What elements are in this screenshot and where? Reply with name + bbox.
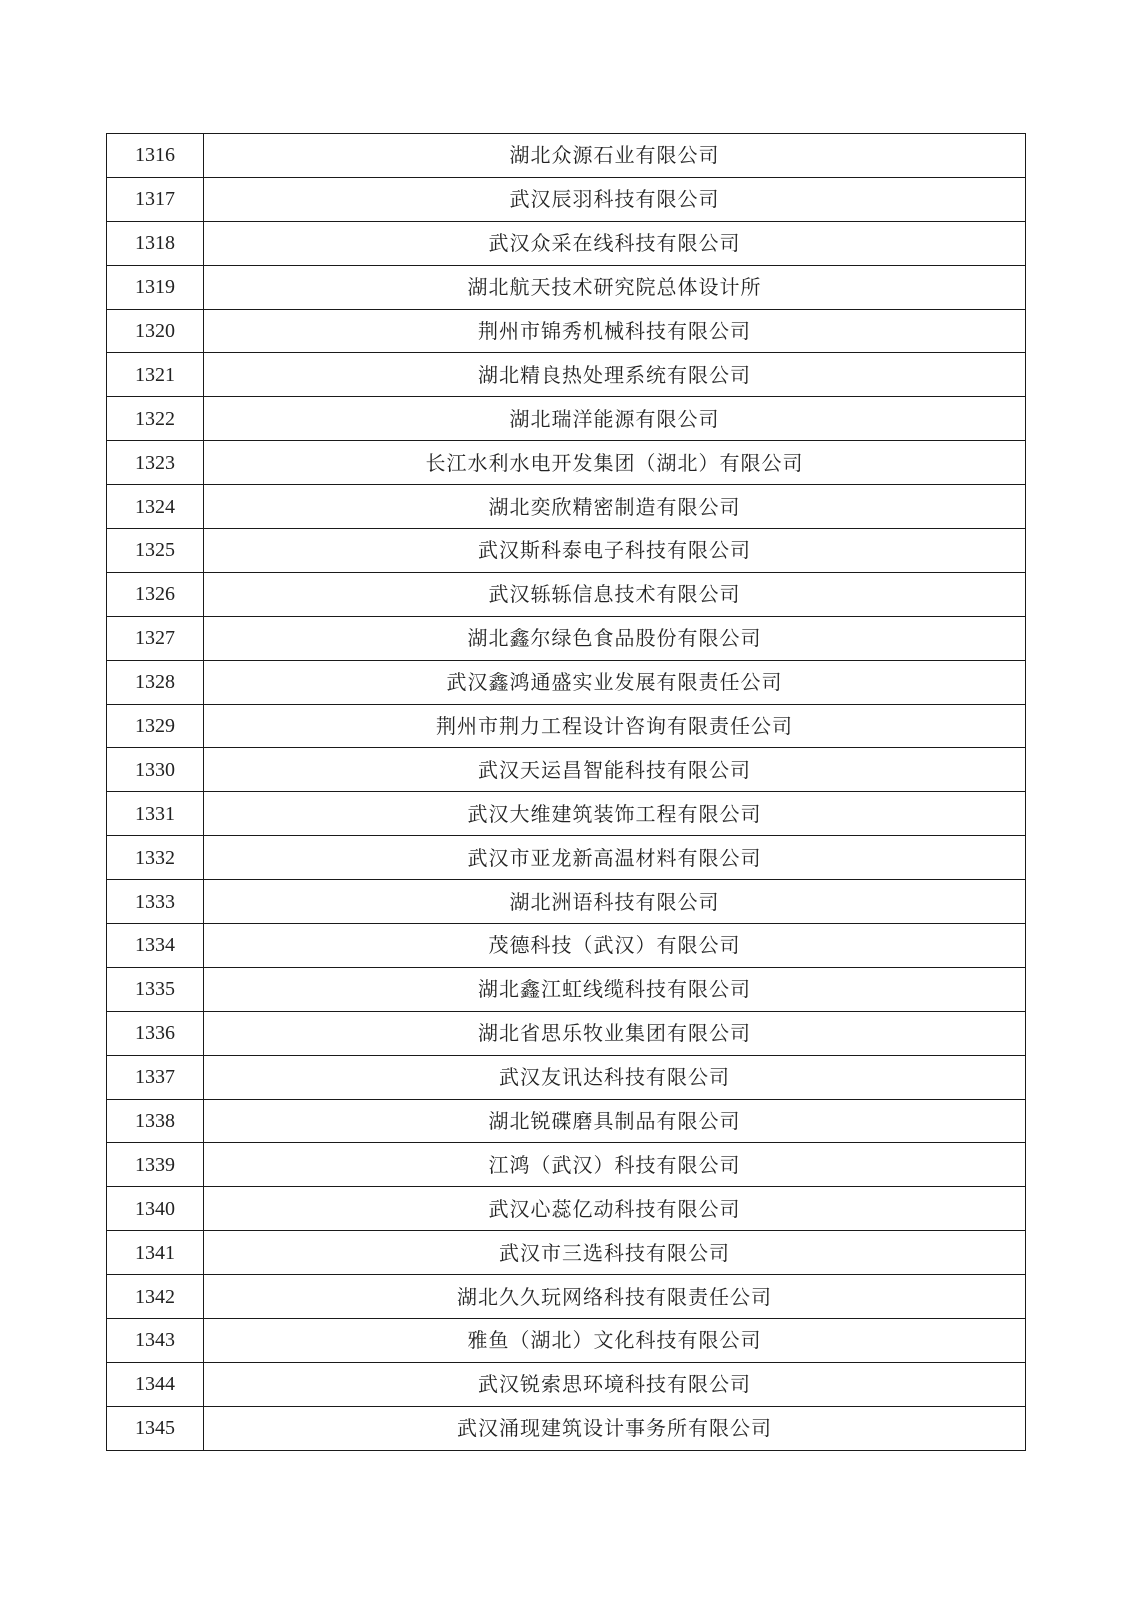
company-name: 茂德科技（武汉）有限公司 (204, 924, 1026, 968)
company-name: 武汉辰羽科技有限公司 (204, 177, 1026, 221)
company-name: 武汉斯科泰电子科技有限公司 (204, 529, 1026, 573)
company-name: 武汉天运昌智能科技有限公司 (204, 748, 1026, 792)
row-number: 1345 (107, 1406, 204, 1450)
company-name: 湖北精良热处理系统有限公司 (204, 353, 1026, 397)
company-name: 湖北洲语科技有限公司 (204, 880, 1026, 924)
row-number: 1320 (107, 309, 204, 353)
company-name: 湖北省思乐牧业集团有限公司 (204, 1011, 1026, 1055)
company-name: 湖北鑫江虹线缆科技有限公司 (204, 967, 1026, 1011)
row-number: 1339 (107, 1143, 204, 1187)
company-name: 雅鱼（湖北）文化科技有限公司 (204, 1319, 1026, 1363)
company-name: 武汉大维建筑装饰工程有限公司 (204, 792, 1026, 836)
table-row (107, 1319, 1026, 1363)
row-number: 1333 (107, 880, 204, 924)
company-list-table (106, 133, 1026, 1451)
table-row (107, 967, 1026, 1011)
row-number: 1342 (107, 1275, 204, 1319)
company-name: 武汉友讯达科技有限公司 (204, 1055, 1026, 1099)
table-body (107, 134, 1026, 1451)
company-name: 武汉锐索思环境科技有限公司 (204, 1362, 1026, 1406)
table-row (107, 1055, 1026, 1099)
row-number: 1328 (107, 660, 204, 704)
row-number: 1322 (107, 397, 204, 441)
row-number: 1329 (107, 704, 204, 748)
company-name: 武汉市三选科技有限公司 (204, 1231, 1026, 1275)
company-name: 江鸿（武汉）科技有限公司 (204, 1143, 1026, 1187)
row-number: 1332 (107, 836, 204, 880)
row-number: 1335 (107, 967, 204, 1011)
row-number: 1344 (107, 1362, 204, 1406)
table-row (107, 134, 1026, 178)
table-row (107, 1011, 1026, 1055)
row-number: 1338 (107, 1099, 204, 1143)
company-name: 武汉市亚龙新高温材料有限公司 (204, 836, 1026, 880)
company-name: 武汉众采在线科技有限公司 (204, 221, 1026, 265)
table-row (107, 441, 1026, 485)
row-number: 1331 (107, 792, 204, 836)
row-number: 1317 (107, 177, 204, 221)
table-row (107, 1231, 1026, 1275)
table-row (107, 1143, 1026, 1187)
company-name: 长江水利水电开发集团（湖北）有限公司 (204, 441, 1026, 485)
company-name: 湖北锐碟磨具制品有限公司 (204, 1099, 1026, 1143)
row-number: 1337 (107, 1055, 204, 1099)
row-number: 1318 (107, 221, 204, 265)
table-row (107, 1406, 1026, 1450)
row-number: 1336 (107, 1011, 204, 1055)
company-name: 荆州市荆力工程设计咨询有限责任公司 (204, 704, 1026, 748)
company-name: 武汉鑫鸿通盛实业发展有限责任公司 (204, 660, 1026, 704)
table-row (107, 748, 1026, 792)
table-row (107, 353, 1026, 397)
table-row (107, 485, 1026, 529)
table-row (107, 221, 1026, 265)
table-row (107, 265, 1026, 309)
table-row (107, 660, 1026, 704)
company-name: 武汉轹轹信息技术有限公司 (204, 572, 1026, 616)
table-row (107, 177, 1026, 221)
table-row (107, 529, 1026, 573)
row-number: 1330 (107, 748, 204, 792)
table-row (107, 704, 1026, 748)
table-row (107, 616, 1026, 660)
row-number: 1319 (107, 265, 204, 309)
row-number: 1316 (107, 134, 204, 178)
row-number: 1324 (107, 485, 204, 529)
table-row (107, 836, 1026, 880)
company-name: 武汉涌现建筑设计事务所有限公司 (204, 1406, 1026, 1450)
company-name: 湖北久久玩网络科技有限责任公司 (204, 1275, 1026, 1319)
row-number: 1326 (107, 572, 204, 616)
row-number: 1325 (107, 529, 204, 573)
table-row (107, 792, 1026, 836)
row-number: 1321 (107, 353, 204, 397)
table-row (107, 1187, 1026, 1231)
company-name: 武汉心蕊亿动科技有限公司 (204, 1187, 1026, 1231)
table-row (107, 1275, 1026, 1319)
table-row (107, 924, 1026, 968)
row-number: 1334 (107, 924, 204, 968)
row-number: 1327 (107, 616, 204, 660)
company-name: 荆州市锦秀机械科技有限公司 (204, 309, 1026, 353)
row-number: 1340 (107, 1187, 204, 1231)
table-row (107, 1099, 1026, 1143)
row-number: 1323 (107, 441, 204, 485)
company-name: 湖北瑞洋能源有限公司 (204, 397, 1026, 441)
table-row (107, 397, 1026, 441)
company-name: 湖北航天技术研究院总体设计所 (204, 265, 1026, 309)
company-name: 湖北众源石业有限公司 (204, 134, 1026, 178)
row-number: 1343 (107, 1319, 204, 1363)
table-row (107, 309, 1026, 353)
company-name: 湖北奕欣精密制造有限公司 (204, 485, 1026, 529)
table-row (107, 880, 1026, 924)
table-row (107, 572, 1026, 616)
table-row (107, 1362, 1026, 1406)
company-name: 湖北鑫尔绿色食品股份有限公司 (204, 616, 1026, 660)
row-number: 1341 (107, 1231, 204, 1275)
